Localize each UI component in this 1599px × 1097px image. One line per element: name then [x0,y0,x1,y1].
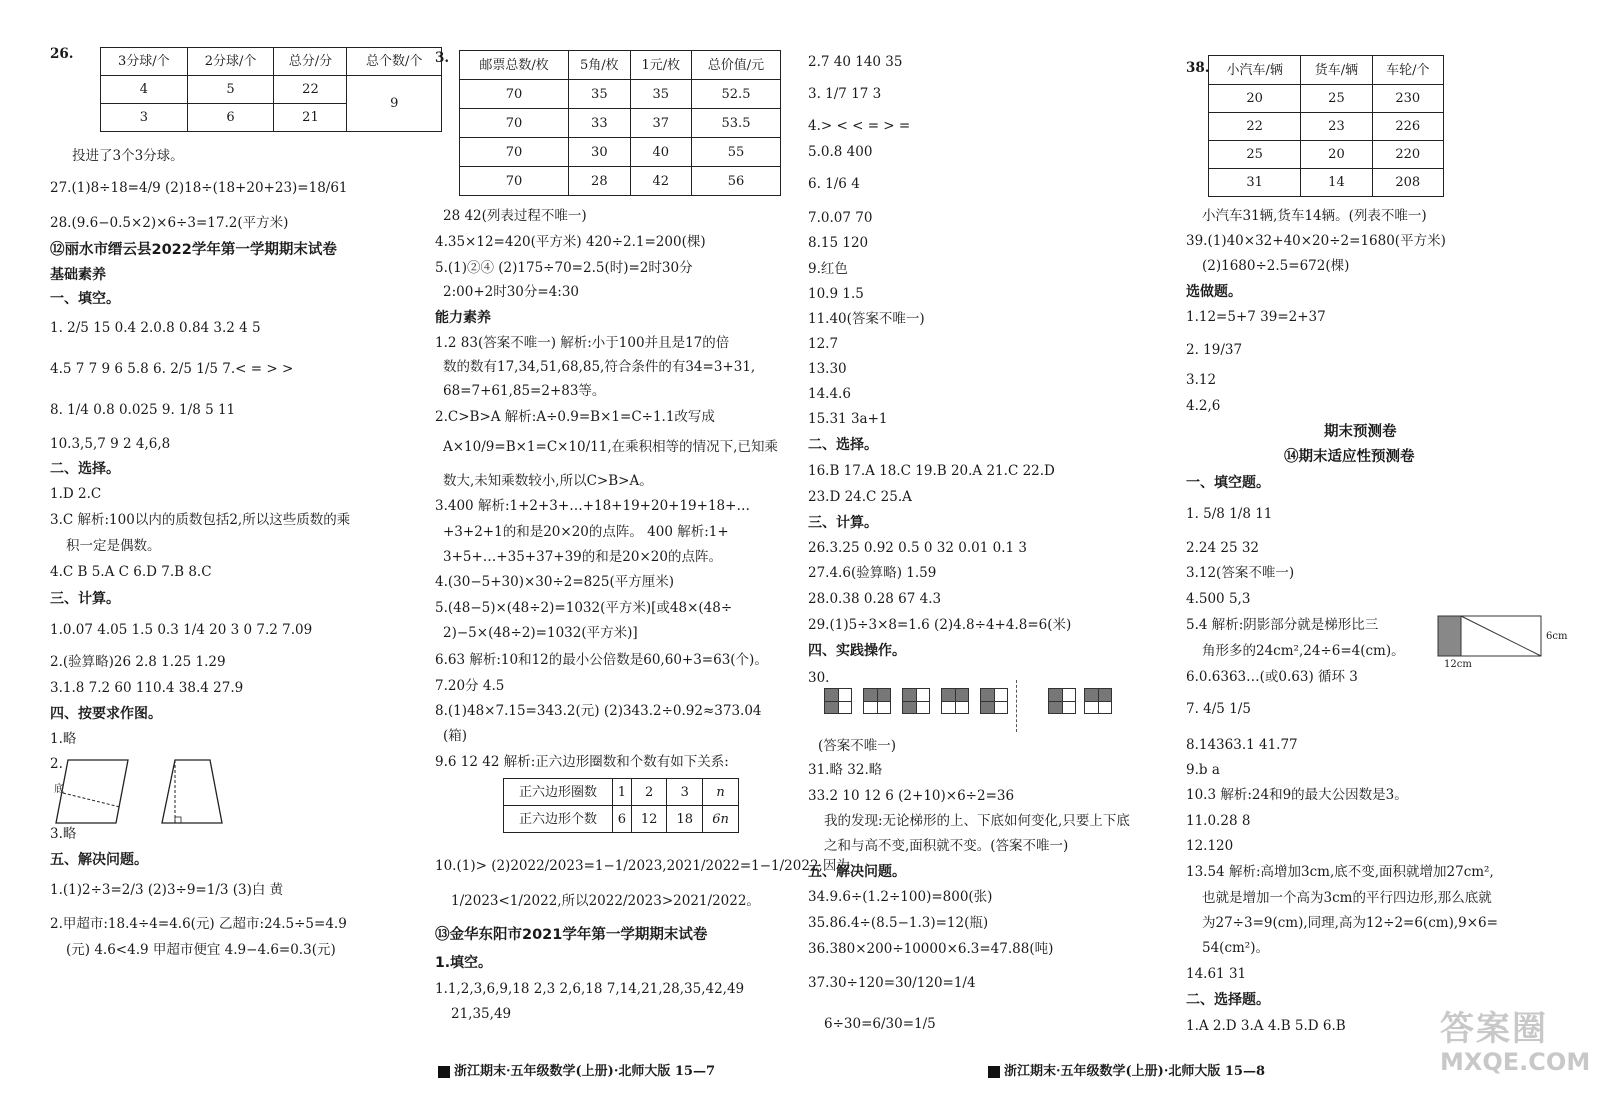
answer-line: 4.35×12=420(平方米) 420÷2.1=200(棵) [435,234,706,250]
exam-title: ⑭期末适应性预测卷 [1284,449,1415,465]
answer-line: 2.甲超市:18.4÷4=4.6(元) 乙超市:24.5÷5=4.9 [50,916,347,932]
section-heading: 一、填空。 [50,291,120,307]
answer-line: 1.略 [50,731,77,747]
table-cell: 正六边形个数 [504,806,613,833]
table-cell: 22 [274,76,347,104]
answer-line: 9.b a [1186,762,1220,778]
answer-line: 1. 5/8 1/8 11 [1186,506,1273,522]
answer-line: 2. 19/37 [1186,342,1243,358]
section-heading: 基础素养 [50,267,106,283]
answer-line: 之和与高不变,面积就不变。(答案不唯一) [824,838,1069,854]
answer-line: (答案不唯一) [818,738,897,754]
answer-line: 68=7+61,85=2+83等。 [443,383,606,399]
watermark-logo [1440,1010,1590,1076]
answer-line: (2)1680÷2.5=672(棵) [1202,258,1350,274]
table-cell: 31 [1209,169,1301,197]
table-cell: 3 [101,104,188,132]
answer-line: 4.(30−5+30)×30÷2=825(平方厘米) [435,574,674,590]
answer-line: 3.12(答案不唯一) [1186,565,1295,581]
q26-table [100,47,442,132]
answer-line: 23.D 24.C 25.A [808,489,912,505]
answer-line: 8. 1/4 0.8 0.025 9. 1/8 5 11 [50,402,236,418]
answer-line: 12.7 [808,336,839,352]
parallelogram-and-trapezoid-figure [50,755,250,830]
answer-line: 6.0.6363…(或0.63) 循环 3 [1186,669,1358,685]
grid-figure-1 [824,688,852,714]
answer-line: 5.(48−5)×(48÷2)=1032(平方米)[或48×(48÷ [435,600,733,616]
table-cell: 9 [347,76,442,132]
answer-line: 6. 1/6 4 [808,176,860,192]
answer-line: 3.400 解析:1+2+3+…+18+19+20+19+18+… [435,498,750,514]
section-title: 期末预测卷 [1324,424,1397,440]
table-cell: 33 [569,109,630,138]
answer-line: 33.2 10 12 6 (2+10)×6÷2=36 [808,788,1015,804]
answer-line: 15.31 3a+1 [808,411,888,427]
table-cell: 37 [630,109,691,138]
answer-line: 28 42(列表过程不唯一) [443,208,587,224]
answer-line: 29.(1)5÷3×8=1.6 (2)4.8÷4+4.8=6(米) [808,617,1072,633]
table-header: 车轮/个 [1372,56,1443,85]
page-footer [438,1060,715,1079]
answer-line: +3+2+1的和是20×20的点阵。 400 解析:1+ [443,524,729,540]
answer-line: 1.D 2.C [50,486,102,502]
answer-line: 7.0.07 70 [808,210,873,226]
answer-line: 11.0.28 8 [1186,813,1251,829]
table-cell: 21 [274,104,347,132]
section-heading: 四、按要求作图。 [50,706,162,722]
section-heading: 四、实践操作。 [808,643,906,659]
answer-line: 8.(1)48×7.15=343.2(元) (2)343.2÷0.92≈373.04 [435,703,762,719]
answer-line: 2.(验算略)26 2.8 1.25 1.29 [50,654,226,670]
answer-line: 10.3 解析:24和9的最大公因数是3。 [1186,787,1408,803]
section-heading: 选做题。 [1186,284,1242,300]
table-cell: 42 [630,167,691,196]
table-cell: 23 [1301,113,1372,141]
answer-line: 10.9 1.5 [808,286,864,302]
table-cell: 55 [692,138,781,167]
answer-line: 4.2,6 [1186,398,1221,414]
table-cell: 35 [630,80,691,109]
table-cell: 25 [1301,85,1372,113]
answer-line: 14.4.6 [808,386,851,402]
section-heading: 二、选择。 [808,437,878,453]
answer-line: 28.0.38 0.28 67 4.3 [808,591,942,607]
q38-table [1208,55,1444,197]
answer-line: 16.B 17.A 18.C 19.B 20.A 21.C 22.D [808,463,1055,479]
table-cell: 正六边形圈数 [504,779,613,806]
q38-label: 38. [1186,60,1210,76]
answer-line: 7.20分 4.5 [435,678,505,694]
grid-figure-6 [1048,688,1076,714]
footer-text: 浙江期末·五年级数学(上册)·北师大版 15—7 [454,1064,716,1079]
answer-line: 4.> < < = > = [808,118,911,134]
table-cell: 53.5 [692,109,781,138]
answer-line: 3. 1/7 17 3 [808,86,882,102]
table-cell: 2 [631,779,667,806]
q3-table [459,50,781,196]
answer-line: 数大,未知乘数较小,所以C>B>A。 [443,473,653,489]
answer-line: 2.C>B>A 解析:A÷0.9=B×1=C÷1.1改写成 [435,409,715,425]
table-cell: 70 [460,138,569,167]
answer-line: 3.C 解析:100以内的质数包括2,所以这些质数的乘 [50,512,351,528]
table-cell: 12 [631,806,667,833]
table-cell: 22 [1209,113,1301,141]
table-cell: 6 [187,104,274,132]
table-cell: 226 [1372,113,1443,141]
exam-title: ⑫丽水市缙云县2022学年第一学期期末试卷 [50,242,337,258]
table-header: 3分球/个 [101,48,188,76]
table-cell: 208 [1372,169,1443,197]
table-cell: 40 [630,138,691,167]
table-cell: 220 [1372,141,1443,169]
table-header: 2分球/个 [187,48,274,76]
answer-line: 11.40(答案不唯一) [808,311,925,327]
answer-line: 36.380×200÷10000×6.3=47.88(吨) [808,941,1054,957]
answer-line: 8.14363.1 41.77 [1186,737,1298,753]
answer-line: 34.9.6÷(1.2÷100)=800(张) [808,889,993,905]
table-header: 货车/辆 [1301,56,1372,85]
answer-line: 1.12=5+7 39=2+37 [1186,309,1326,325]
answer-line: 7. 4/5 1/5 [1186,701,1251,717]
answer-line: 5.4 解析:阴影部分就是梯形比三 [1186,617,1379,633]
section-heading: 1.填空。 [435,955,493,971]
figure-height-label: 6cm [1546,631,1568,642]
answer-line: (元) 4.6<4.9 甲超市便宜 4.9−4.6=0.3(元) [66,942,336,958]
table-cell: 14 [1301,169,1372,197]
figure-width-label: 12cm [1444,659,1472,670]
answer-line: 5.0.8 400 [808,144,873,160]
table-cell: 4 [101,76,188,104]
footer-square-icon [438,1066,450,1078]
answer-line: 12.120 [1186,838,1234,854]
answer-line: 13.54 解析:高增加3cm,底不变,面积就增加27cm², [1186,864,1494,880]
answer-line: 13.30 [808,361,847,377]
footer-text: 浙江期末·五年级数学(上册)·北师大版 15—8 [1004,1064,1266,1079]
table-header: 总价值/元 [692,51,781,80]
answer-line: 9.红色 [808,261,848,277]
answer-line: 4.C B 5.A C 6.D 7.B 8.C [50,564,212,580]
table-cell: 20 [1209,85,1301,113]
answer-line: 3.略 [50,826,77,842]
page-footer [988,1060,1265,1079]
grid-figure-5 [980,688,1008,714]
footer-square-icon [988,1066,1000,1078]
answer-line: 39.(1)40×32+40×20÷2=1680(平方米) [1186,233,1446,249]
answer-line: 9.6 12 42 解析:正六边形圈数和个数有如下关系: [435,754,729,770]
table-cell: 20 [1301,141,1372,169]
q3-label: 3. [435,50,450,66]
hexagon-table [503,778,739,833]
answer-line: 10.3,5,7 9 2 4,6,8 [50,436,171,452]
table-cell: 70 [460,167,569,196]
answer-line: 30. [808,670,830,686]
table-cell: n [703,779,739,806]
section-heading: 五、解决问题。 [50,852,148,868]
section-heading: 三、计算。 [808,515,878,531]
exam-title: ⑬金华东阳市2021学年第一学期期末试卷 [435,927,708,943]
answer-line: 54(cm²)。 [1202,940,1269,956]
answer-line: 数的数有17,34,51,68,85,符合条件的有34=3+31, [443,359,756,375]
table-cell: 70 [460,80,569,109]
table-cell: 6n [703,806,739,833]
answer-line: 1. 2/5 15 0.4 2.0.8 0.84 3.2 4 5 [50,320,261,336]
table-cell: 56 [692,167,781,196]
grid-figure-2 [863,688,891,714]
q26-label: 26. [50,46,74,62]
answer-line: 投进了3个3分球。 [72,148,184,164]
answer-line: 2)−5×(48÷2)=1032(平方米)] [443,625,638,641]
table-header: 邮票总数/枚 [460,51,569,80]
answer-line: 1/2023<1/2022,所以2022/2023>2021/2022。 [451,893,760,909]
table-cell: 70 [460,109,569,138]
grid-figure-4 [941,688,969,714]
answer-line: 也就是增加一个高为3cm的平行四边形,那么底就 [1202,890,1492,906]
section-heading: 能力素养 [435,310,491,326]
table-cell: 30 [569,138,630,167]
table-cell: 3 [667,779,703,806]
section-heading: 二、选择题。 [1186,992,1270,1008]
answer-line: 27.4.6(验算略) 1.59 [808,565,937,581]
answer-line: 3.12 [1186,372,1217,388]
table-cell: 6 [613,806,632,833]
answer-line: 26.3.25 0.92 0.5 0 32 0.01 0.1 3 [808,540,1027,556]
grid-figure-7 [1084,688,1112,714]
table-cell: 230 [1372,85,1443,113]
answer-line: 14.61 31 [1186,966,1247,982]
section-heading: 一、填空题。 [1186,475,1270,491]
answer-line: 1.A 2.D 3.A 4.B 5.D 6.B [1186,1018,1346,1034]
answer-line: 为27÷3=9(cm),同理,高为12÷2=6(cm),9×6= [1202,915,1498,931]
table-header: 总分/分 [274,48,347,76]
answer-line: 4.500 5,3 [1186,591,1251,607]
answer-line: 27.(1)8÷18=4/9 (2)18÷(18+20+23)=18/61 [50,180,348,196]
answer-line: 31.略 32.略 [808,762,883,778]
section-heading: 三、计算。 [50,591,120,607]
answer-line: 28.(9.6−0.5×2)×6÷3=17.2(平方米) [50,215,289,231]
table-cell: 28 [569,167,630,196]
answer-line: 角形多的24cm²,24÷6=4(cm)。 [1202,643,1405,659]
answer-line: 2:00+2时30分=4:30 [443,284,580,300]
answer-line: 6÷30=6/30=1/5 [824,1016,936,1032]
table-cell: 25 [1209,141,1301,169]
answer-line: 1.2 83(答案不唯一) 解析:小于100并且是17的倍 [435,335,730,351]
table-header: 小汽车/辆 [1209,56,1301,85]
answer-line: 积一定是偶数。 [66,538,161,554]
answer-line: 我的发现:无论梯形的上、下底如何变化,只要上下底 [824,813,1130,829]
table-header: 5角/枚 [569,51,630,80]
table-cell: 1 [613,779,632,806]
table-header: 总个数/个 [347,48,442,76]
answer-line: 4.5 7 7 9 6 5.8 6. 2/5 1/5 7.< = > > [50,361,294,377]
answer-line: 小汽车31辆,货车14辆。(列表不唯一) [1202,208,1427,224]
answer-line: 1.1,2,3,6,9,18 2,3 2,6,18 7,14,21,28,35,42,49 [435,981,745,997]
base-label: 底 [54,784,64,795]
answer-line: (箱) [443,728,468,744]
dashed-divider [1016,680,1017,732]
answer-line: 37.30÷120=30/120=1/4 [808,975,976,991]
answer-line: 8.15 120 [808,235,869,251]
answer-line: 6.63 解析:10和12的最小公倍数是60,60+3=63(个)。 [435,652,768,668]
table-cell: 5 [187,76,274,104]
table-cell: 52.5 [692,80,781,109]
answer-line: 3+5+…+35+37+39的和是20×20的点阵。 [443,549,722,565]
answer-line: 2.7 40 140 35 [808,54,903,70]
section-heading: 二、选择。 [50,461,120,477]
answer-line: 5.(1)②④ (2)175÷70=2.5(时)=2时30分 [435,260,693,276]
answer-line: 35.86.4÷(8.5−1.3)=12(瓶) [808,915,989,931]
answer-line: 1.0.07 4.05 1.5 0.3 1/4 20 3 0 7.2 7.09 [50,622,313,638]
grid-figure-3 [902,688,930,714]
table-cell: 18 [667,806,703,833]
answer-line: 2. [50,756,63,772]
section-heading: 五、解决问题。 [808,864,906,880]
answer-line: 2.24 25 32 [1186,540,1259,556]
watermark-bottom: MXQE.COM [1440,1048,1591,1076]
answer-line: 3.1.8 7.2 60 110.4 38.4 27.9 [50,680,244,696]
right-page [800,0,1599,1097]
answer-line: 1.(1)2÷3=2/3 (2)3÷9=1/3 (3)白 黄 [50,882,284,898]
table-cell: 35 [569,80,630,109]
answer-line: A×10/9=B×1=C×10/11,在乘积相等的情况下,已知乘 [443,439,778,455]
answer-line: 21,35,49 [451,1006,512,1022]
watermark-top: 答案圈 [1440,1009,1548,1049]
table-header: 1元/枚 [630,51,691,80]
answer-line: 10.(1)> (2)2022/2023=1−1/2023,2021/2022=1−1/2022,因为 [435,858,850,874]
